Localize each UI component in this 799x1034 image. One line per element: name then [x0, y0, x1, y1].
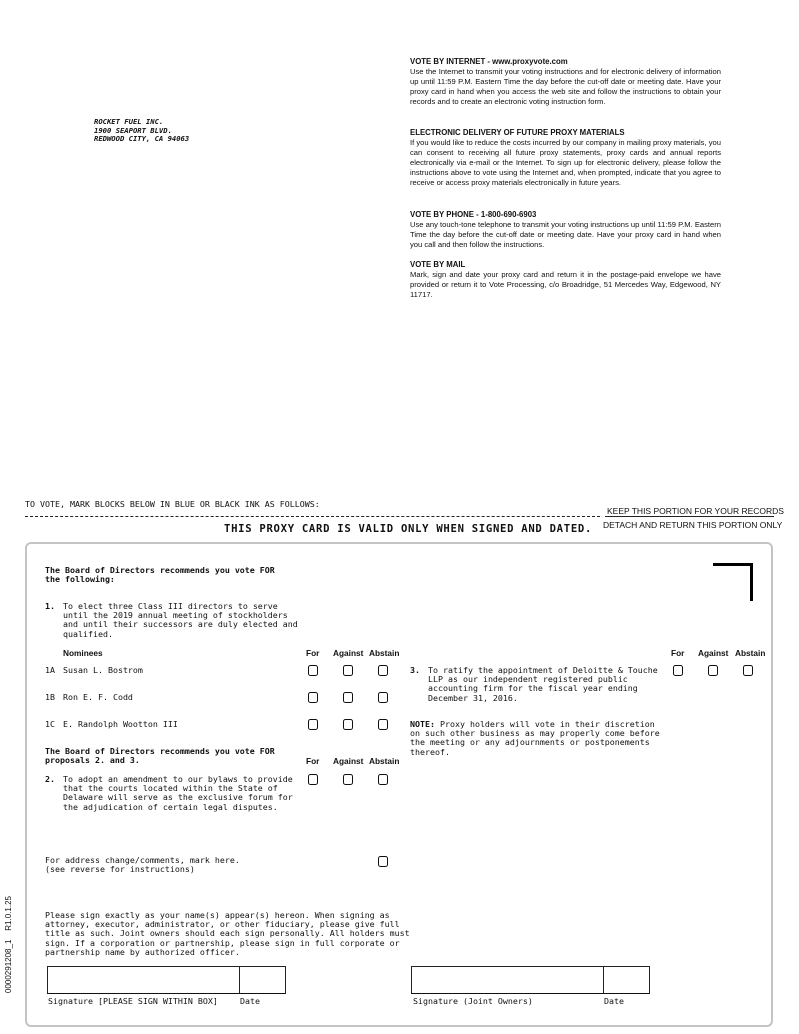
for-column-header-2: For — [306, 756, 320, 766]
nominee-1b-abstain-checkbox[interactable] — [378, 692, 388, 703]
abstain-column-header-2: Abstain — [369, 756, 400, 766]
nominee-1b-against-checkbox[interactable] — [343, 692, 353, 703]
board-recommendation-2: The Board of Directors recommends you vote FOR proposals 2. and 3. — [45, 746, 275, 766]
nominee-1a-against-checkbox[interactable] — [343, 665, 353, 676]
vote-internet-section — [410, 57, 721, 107]
proposal-3-abstain-checkbox[interactable] — [743, 665, 753, 676]
vote-mail-heading: VOTE BY MAIL — [410, 260, 466, 269]
nominee-1a-name: Susan L. Bostrom — [63, 665, 143, 675]
joint-signature-box[interactable] — [411, 966, 650, 994]
vote-mail-body: Mark, sign and date your proxy card and return it in the postage-paid envelope we have provided or return it to Vote Processing, c/o Broadridge, 51 Mercedes Way, Edgewood, NY 11717. — [410, 270, 721, 300]
proposal-2-text: To adopt an amendment to our bylaws to provide that the courts located within the State of Delaware will serve as the exclusive forum for the adjudication of certain legal disputes. — [63, 774, 293, 812]
signing-instructions: Please sign exactly as your name(s) appear(s) hereon. When signing as attorney, executor, administrator, or other fiduciary, please give full title as such. Joint owners should each sign personally. All holders must sign. If a corporation or partnership, please sign in full corporate or partnership name by authorized officer. — [45, 910, 410, 957]
address-change-checkbox[interactable] — [378, 856, 388, 867]
proposal-2-number: 2. — [45, 774, 55, 784]
proposal-1-text: To elect three Class III directors to serve until the 2019 annual meeting of stockholders and until their successors are duly elected and qualified. — [63, 601, 298, 639]
vote-phone-heading: VOTE BY PHONE - 1-800-690-6903 — [410, 210, 537, 219]
nominees-label: Nominees — [63, 648, 103, 658]
joint-signature-date-label: Date — [604, 996, 624, 1006]
board-recommendation-1: The Board of Directors recommends you vote FOR the following: — [45, 565, 275, 585]
proposal-2-for-checkbox[interactable] — [308, 774, 318, 785]
proposal-3-for-checkbox[interactable] — [673, 665, 683, 676]
for-column-header: For — [306, 648, 320, 658]
nominee-1a-id: 1A — [45, 665, 55, 675]
proposal-3-text: To ratify the appointment of Deloitte & Touche LLP as our independent registered public accounting firm for the fiscal year ending December 31, 2016. — [428, 665, 658, 703]
against-column-header-2: Against — [333, 756, 364, 766]
nominee-1c-against-checkbox[interactable] — [343, 719, 353, 730]
proposal-2-abstain-checkbox[interactable] — [378, 774, 388, 785]
joint-signature-label: Signature (Joint Owners) — [413, 996, 533, 1006]
nominee-1c-for-checkbox[interactable] — [308, 719, 318, 730]
signature-box[interactable] — [47, 966, 286, 994]
company-address — [94, 118, 189, 144]
electronic-delivery-heading: ELECTRONIC DELIVERY OF FUTURE PROXY MATERIALS — [410, 128, 625, 137]
proposal-3-against-checkbox[interactable] — [708, 665, 718, 676]
electronic-delivery-body: If you would like to reduce the costs incurred by our company in mailing proxy materials, you can consent to receiving all future proxy statements, proxy cards and annual reports electronically via e-mail or the Internet. To sign up for electronic delivery, please follow the instructions above to vote using the Internet and, when prompted, indicate that you agree to receive or access proxy materials electronically in future years. — [410, 138, 721, 188]
side-code: 0000291208_1 R1.0.1.25 — [4, 896, 13, 993]
proposal-3-number: 3. — [410, 665, 420, 675]
for-column-header-right: For — [671, 648, 685, 658]
electronic-delivery-section — [410, 128, 721, 189]
vote-phone-section — [410, 210, 721, 250]
vote-phone-body: Use any touch-tone telephone to transmit your voting instructions up until 11:59 P.M. Eastern Time the day before the cut-off date or meeting date. Have your proxy card in hand when you call and then follow the instructions. — [410, 220, 721, 250]
nominee-1c-id: 1C — [45, 719, 55, 729]
nominee-1c-name: E. Randolph Wootton III — [63, 719, 178, 729]
proposal-2-against-checkbox[interactable] — [343, 774, 353, 785]
nominee-1a-abstain-checkbox[interactable] — [378, 665, 388, 676]
detach-portion-label: DETACH AND RETURN THIS PORTION ONLY — [603, 520, 783, 530]
company-city: REDWOOD CITY, CA 94063 — [94, 134, 190, 144]
vote-mail-section — [410, 260, 721, 300]
proxy-note: NOTE: Proxy holders will vote in their discretion on such other business as may properly come before the meeting or any adjournments or postponements thereof. — [410, 719, 660, 757]
signature-date-label: Date — [240, 996, 260, 1006]
nominee-1c-abstain-checkbox[interactable] — [378, 719, 388, 730]
nominee-1a-for-checkbox[interactable] — [308, 665, 318, 676]
keep-portion-label: KEEP THIS PORTION FOR YOUR RECORDS — [607, 506, 784, 516]
against-column-header-right: Against — [698, 648, 729, 658]
to-vote-instruction: TO VOTE, MARK BLOCKS BELOW IN BLUE OR BLACK INK AS FOLLOWS: — [25, 499, 320, 509]
company-name: ROCKET FUEL INC. — [94, 117, 164, 126]
detach-dashed-line — [25, 516, 600, 517]
signature-label: Signature [PLEASE SIGN WITHIN BOX] — [48, 996, 218, 1006]
nominee-1b-for-checkbox[interactable] — [308, 692, 318, 703]
valid-notice: THIS PROXY CARD IS VALID ONLY WHEN SIGNED AND DATED. — [224, 523, 593, 535]
vote-internet-body: Use the Internet to transmit your voting instructions and for electronic delivery of information up until 11:59 P.M. Eastern Time the day before the cut-off date or meeting date. Have your proxy card in hand when you access the web site and follow the instructions to obtain your records and to create an electronic voting instruction form. — [410, 67, 721, 107]
vote-internet-heading: VOTE BY INTERNET - www.proxyvote.com — [410, 57, 568, 66]
company-street: 1900 SEAPORT BLVD. — [94, 125, 172, 135]
keep-divider — [605, 516, 774, 517]
abstain-column-header-right: Abstain — [735, 648, 766, 658]
nominee-1b-id: 1B — [45, 692, 55, 702]
address-change-text: For address change/comments, mark here. (see reverse for instructions) — [45, 855, 240, 875]
nominee-1b-name: Ron E. F. Codd — [63, 692, 133, 702]
abstain-column-header: Abstain — [369, 648, 400, 658]
against-column-header: Against — [333, 648, 364, 658]
note-label: NOTE: — [410, 719, 435, 729]
corner-mark — [713, 563, 753, 601]
proposal-1-number: 1. — [45, 601, 55, 611]
